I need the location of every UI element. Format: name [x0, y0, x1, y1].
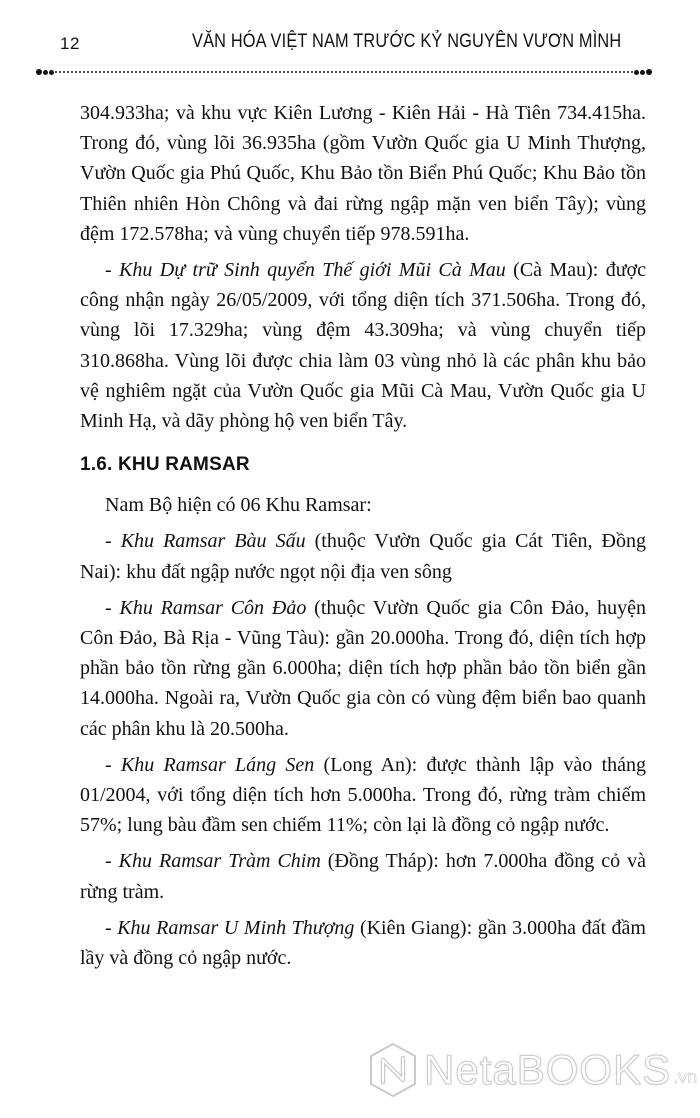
ramsar-item-name: - Khu Ramsar Tràm Chim: [105, 850, 321, 873]
ramsar-item-text: (Long An): được thành lập vào tháng 01/2004, với tổng diện tích hơn 5.000ha. Trong đó, rừng tràm chiếm 57%; lung bàu đầm sen chiếm 11%; còn lại là đồng cỏ ngập nước.: [80, 753, 647, 837]
paragraph-italic-lead: - Khu Dự trữ Sinh quyển Thế giới Mũi Cà Mau: [105, 259, 506, 282]
section-intro: [80, 490, 646, 520]
netabooks-watermark: [368, 1040, 697, 1100]
ramsar-item-text: (thuộc Vườn Quốc gia Côn Đảo, huyện Côn Đảo, Bà Rịa - Vũng Tàu): gần 20.000ha. Trong đó, diện tích hợp phần bảo tồn rừng gần 6.000ha; diện tích hợp phần bảo tồn biển gần 14.000ha. Ngoài ra, Vườn Quốc gia còn có vùng đệm biển bao quanh các phân khu là 20.500ha.: [80, 596, 646, 740]
rule-right-cap: [634, 68, 652, 76]
ramsar-item: [80, 750, 646, 841]
netabooks-hexagon-logo-icon: [368, 1042, 418, 1098]
page-body: [80, 98, 646, 979]
ramsar-item-name: - Khu Ramsar U Minh Thượng: [105, 916, 355, 939]
paragraph-kien-giang-continuation: [80, 98, 646, 249]
section-heading: 1.6. KHU RAMSAR: [80, 454, 250, 476]
ramsar-item-name: - Khu Ramsar Bàu Sấu: [105, 530, 306, 553]
header-dotted-rule: [36, 68, 652, 76]
page-number: 12: [60, 34, 80, 53]
paragraph-mui-ca-mau: [80, 255, 646, 436]
ramsar-item: [80, 593, 646, 744]
paragraph-text: (Cà Mau): được công nhận ngày 26/05/2009, với tổng diện tích 371.506ha. Trong đó, vùng lõi 17.329ha; vùng đệm 43.309ha; và vùng chuyển tiếp 310.868ha. Vùng lõi được chia làm 03 vùng nhỏ là các phân khu bảo vệ nghiêm ngặt của Vườn Quốc gia Mũi Cà Mau, Vườn Quốc gia U Minh Hạ, và dãy phòng hộ ven biển Tây.: [80, 259, 647, 433]
ramsar-item-name: - Khu Ramsar Côn Đảo: [105, 596, 307, 619]
watermark-brand: NetaBOOKS: [424, 1046, 672, 1093]
ramsar-item-text: (thuộc Vườn Quốc gia Cát Tiên, Đồng Nai): khu đất ngập nước ngọt nội địa ven sông: [80, 530, 646, 583]
ramsar-item-name: - Khu Ramsar Láng Sen: [105, 753, 315, 776]
watermark-tld: .vn: [673, 1066, 698, 1087]
rule-dots: [50, 71, 638, 73]
intro-text: Nam Bộ hiện có 06 Khu Ramsar:: [105, 494, 372, 517]
ramsar-item: [80, 846, 646, 906]
running-title: VĂN HÓA VIỆT NAM TRƯỚC KỶ NGUYÊN VƯƠN MÌNH: [192, 31, 622, 52]
ramsar-item-text: (Kiên Giang): gần 3.000ha đất đầm lầy và đồng cỏ ngập nước.: [80, 916, 646, 970]
ramsar-item-text: (Đồng Tháp): hơn 7.000ha đồng cỏ và rừng tràm.: [80, 850, 647, 903]
ramsar-item: [80, 526, 646, 586]
paragraph-text: 304.933ha; và khu vực Kiên Lương - Kiên Hải - Hà Tiên 734.415ha. Trong đó, vùng lõi 36.935ha (gồm Vườn Quốc gia U Minh Thượng, Vườn Quốc gia Phú Quốc, Khu Bảo tồn Biển Phú Quốc; Khu Bảo tồn Thiên nhiên Hòn Chông và đai rừng ngập mặn ven biển Tây); vùng đệm 172.578ha; và vùng chuyển tiếp 978.591ha.: [80, 102, 646, 245]
page-header: [0, 0, 700, 80]
ramsar-item: [80, 913, 646, 973]
